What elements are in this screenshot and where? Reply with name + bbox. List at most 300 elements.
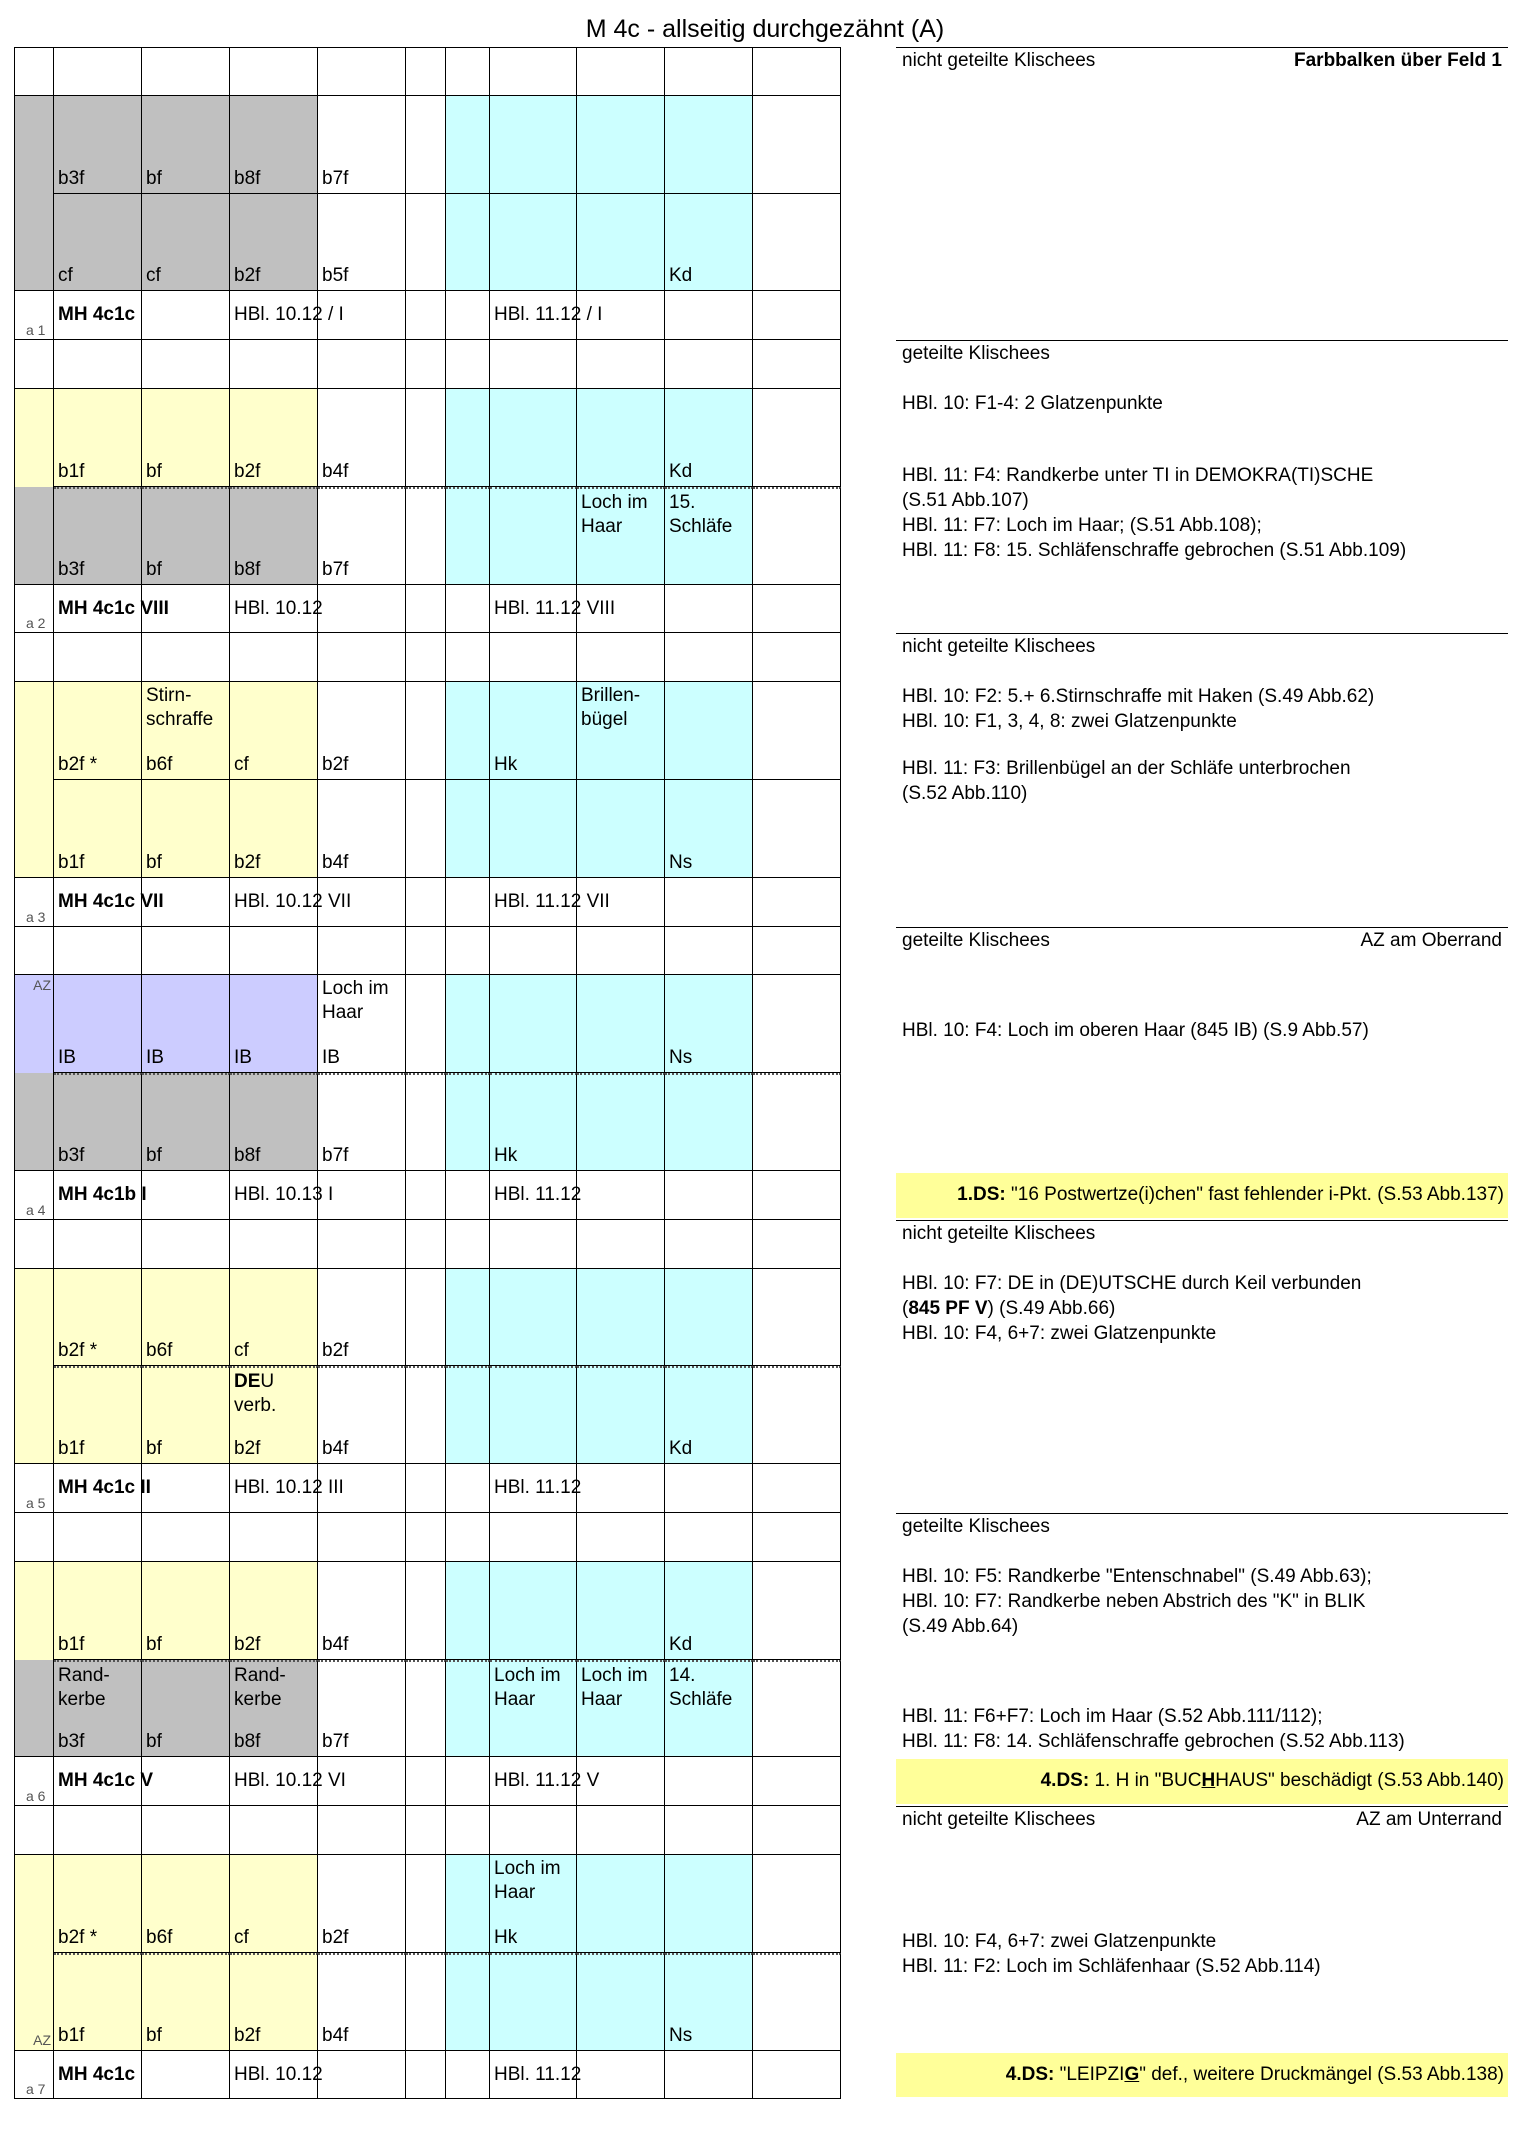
stamp-cell xyxy=(446,1366,490,1464)
stamp-cell xyxy=(230,780,318,878)
hbl10-label: HBl. 10.12 xyxy=(234,597,323,619)
table-cell xyxy=(446,47,490,96)
stamp-cell xyxy=(230,1855,318,1953)
highlight-text: 4.DS: 1. H in "BUCHHAUS" beschädigt (S.53 Abb.140) xyxy=(1040,1770,1504,1792)
table-cell xyxy=(446,633,490,682)
defect-label: Rand- kerbe xyxy=(58,1664,110,1710)
table-cell xyxy=(577,1220,665,1269)
notes-divider xyxy=(896,340,1508,341)
table-cell xyxy=(14,1806,54,1855)
table-cell xyxy=(753,340,841,389)
stamp-cell xyxy=(753,389,841,487)
row-label-cell xyxy=(14,96,54,194)
table-cell xyxy=(230,633,318,682)
stamp-label: bf xyxy=(146,1731,162,1753)
stamp-cell xyxy=(753,1269,841,1367)
stamp-cell xyxy=(490,780,577,878)
table-cell xyxy=(446,340,490,389)
name-row-cell xyxy=(577,2051,665,2100)
stamp-cell xyxy=(318,682,406,780)
row-label-cell xyxy=(14,1073,54,1171)
stamp-cell xyxy=(142,1660,230,1758)
stamp-cell xyxy=(577,1562,665,1660)
stamp-label: b2f xyxy=(234,1438,261,1460)
stamp-cell xyxy=(665,1366,753,1464)
stamp-cell xyxy=(577,1366,665,1464)
stamp-cell xyxy=(230,1953,318,2051)
stamp-cell xyxy=(753,194,841,292)
hbl10-label: HBl. 10.12 VI xyxy=(234,1770,346,1792)
stamp-label: Kd xyxy=(669,1438,693,1460)
stamp-label: b7f xyxy=(322,558,349,580)
stamp-label: bf xyxy=(146,558,162,580)
note-line: (S.51 Abb.107) xyxy=(902,490,1029,512)
stamp-cell xyxy=(142,389,230,487)
name-row-cell xyxy=(753,878,841,927)
table-cell xyxy=(665,927,753,976)
row-label: a 3 xyxy=(26,908,46,925)
name-row-cell xyxy=(577,1464,665,1513)
stamp-label: b2f * xyxy=(58,1340,98,1362)
stamp-cell xyxy=(490,1953,577,2051)
stamp-cell xyxy=(54,1269,142,1367)
name-row-cell xyxy=(446,878,490,927)
stamp-cell xyxy=(446,780,490,878)
stamp-cell xyxy=(577,194,665,292)
name-row-cell xyxy=(142,1171,230,1220)
table-cell xyxy=(318,340,406,389)
row-label-cell xyxy=(14,1953,54,2051)
stamp-cell xyxy=(665,780,753,878)
note-line: HBl. 10: F4, 6+7: zwei Glatzenpunkte xyxy=(902,1322,1217,1344)
stamp-cell xyxy=(318,1660,406,1758)
stamp-label: Kd xyxy=(669,1633,693,1655)
stamp-name: MH 4c1c VIII xyxy=(58,597,169,619)
table-cell xyxy=(753,927,841,976)
stamp-label: b8f xyxy=(234,1731,261,1753)
name-row-cell xyxy=(142,2051,230,2100)
name-row-cell xyxy=(406,1464,446,1513)
table-cell xyxy=(318,1220,406,1269)
table-cell xyxy=(14,1220,54,1269)
name-row-cell xyxy=(446,1171,490,1220)
defect-label: Loch im Haar xyxy=(494,1858,561,1904)
stamp-cell xyxy=(753,96,841,194)
table-cell xyxy=(406,47,446,96)
stamp-cell xyxy=(318,1855,406,1953)
name-row-cell xyxy=(142,1757,230,1806)
hbl11-label: HBl. 11.12 V xyxy=(494,1770,600,1792)
stamp-label: b2f xyxy=(234,1633,261,1655)
hbl11-label: HBl. 11.12 / I xyxy=(494,304,603,326)
note-line: (845 PF V) (S.49 Abb.66) xyxy=(902,1297,1116,1319)
stamp-label: Hk xyxy=(494,754,518,775)
table-cell xyxy=(14,927,54,976)
stamp-label: b2f xyxy=(234,851,261,873)
name-row-cell xyxy=(665,585,753,634)
stamp-cell xyxy=(665,1269,753,1367)
stamp-cell xyxy=(406,194,446,292)
stamp-cell xyxy=(665,194,753,292)
name-row-cell xyxy=(665,1171,753,1220)
defect-label: Loch im Haar xyxy=(581,491,648,537)
table-cell xyxy=(406,1220,446,1269)
table-cell xyxy=(406,1806,446,1855)
name-row-cell xyxy=(446,585,490,634)
defect-highlight xyxy=(896,1173,1508,1218)
stamp-cell xyxy=(318,389,406,487)
notes-divider xyxy=(896,927,1508,928)
table-cell xyxy=(142,1513,230,1562)
row-label-cell xyxy=(14,1855,54,1953)
stamp-label: b2f * xyxy=(58,1926,98,1948)
stamp-cell xyxy=(54,780,142,878)
stamp-label: b2f xyxy=(322,1340,349,1362)
table-cell xyxy=(446,1806,490,1855)
stamp-label: b6f xyxy=(146,1340,173,1362)
stamp-label: b8f xyxy=(234,1144,261,1166)
name-row-cell xyxy=(406,2051,446,2100)
name-row-cell xyxy=(142,291,230,340)
page-title: M 4c - allseitig durchgezähnt (A) xyxy=(585,15,945,43)
stamp-cell xyxy=(142,1366,230,1464)
row-label-cell xyxy=(14,975,54,1073)
defect-label: Loch im Haar xyxy=(581,1664,648,1710)
name-row-cell xyxy=(753,1464,841,1513)
stamp-cell xyxy=(577,1660,665,1758)
stamp-label: b2f xyxy=(234,265,261,287)
highlight-text: 1.DS: "16 Postwertze(i)chen" fast fehlender i-Pkt. (S.53 Abb.137) xyxy=(957,1183,1504,1205)
stamp-label: b4f xyxy=(322,1438,349,1460)
stamp-cell xyxy=(665,1562,753,1660)
stamp-cell xyxy=(577,682,665,780)
row-label-cell xyxy=(14,780,54,878)
stamp-cell xyxy=(54,1953,142,2051)
stamp-label: Ns xyxy=(669,851,693,873)
note-line: HBl. 11: F6+F7: Loch im Haar (S.52 Abb.111/112); xyxy=(902,1706,1323,1727)
stamp-name: MH 4c1c II xyxy=(58,1477,151,1499)
name-row-cell xyxy=(753,2051,841,2100)
note-line: HBl. 11: F8: 15. Schläfenschraffe gebrochen (S.51 Abb.109) xyxy=(902,540,1407,562)
table-cell xyxy=(230,1806,318,1855)
defect-label: DEU verb. xyxy=(234,1371,277,1417)
defect-label: 15. Schläfe xyxy=(669,491,733,537)
defect-label: Brillen- bügel xyxy=(581,685,641,731)
table-cell xyxy=(54,340,142,389)
stamp-cell xyxy=(318,1073,406,1171)
stamp-label: b3f xyxy=(58,167,85,189)
stamp-cell xyxy=(577,975,665,1073)
stamp-cell xyxy=(490,194,577,292)
note-line: HBl. 10: F7: DE in (DE)UTSCHE durch Keil verbunden xyxy=(902,1272,1362,1294)
stamp-cell xyxy=(318,487,406,585)
stamp-label: b1f xyxy=(58,2024,85,2046)
table-cell xyxy=(318,633,406,682)
stamp-cell xyxy=(446,487,490,585)
hbl11-label: HBl. 11.12 VIII xyxy=(494,597,616,619)
table-cell xyxy=(577,927,665,976)
table-cell xyxy=(665,1806,753,1855)
stamp-cell xyxy=(230,96,318,194)
table-cell xyxy=(406,340,446,389)
notes-divider xyxy=(896,1806,1508,1807)
stamp-cell xyxy=(490,96,577,194)
table-cell xyxy=(230,340,318,389)
stamp-cell xyxy=(577,96,665,194)
stamp-label: IB xyxy=(322,1047,340,1069)
stamp-cell xyxy=(318,1366,406,1464)
stamp-cell xyxy=(446,194,490,292)
stamp-cell xyxy=(318,96,406,194)
hbl10-label: HBl. 10.13 I xyxy=(234,1183,334,1205)
stamp-cell xyxy=(753,1855,841,1953)
name-row-cell xyxy=(406,1757,446,1806)
stamp-name: MH 4c1b I xyxy=(58,1183,147,1205)
stamp-label: b1f xyxy=(58,1438,85,1460)
table-cell xyxy=(446,1513,490,1562)
table-cell xyxy=(142,1220,230,1269)
table-cell xyxy=(142,47,230,96)
stamp-label: b5f xyxy=(322,265,349,287)
table-cell xyxy=(142,340,230,389)
defect-label: 14. Schläfe xyxy=(669,1664,733,1710)
row-label: a 2 xyxy=(26,615,46,632)
stamp-cell xyxy=(142,1562,230,1660)
stamp-cell xyxy=(142,975,230,1073)
stamp-label: bf xyxy=(146,167,162,189)
row-label: a 5 xyxy=(26,1495,46,1512)
note-line: nicht geteilte Klischees xyxy=(902,1809,1096,1831)
stamp-cell xyxy=(142,194,230,292)
stamp-label: b7f xyxy=(322,1144,349,1166)
stamp-cell xyxy=(54,1366,142,1464)
stamp-cell xyxy=(142,1855,230,1953)
stamp-cell xyxy=(142,487,230,585)
note-right: Farbbalken über Feld 1 xyxy=(1294,50,1502,71)
stamp-label: Hk xyxy=(494,1144,518,1166)
stamp-cell xyxy=(230,1269,318,1367)
stamp-label: b7f xyxy=(322,167,349,189)
note-line: HBl. 11: F3: Brillenbügel an der Schläfe unterbrochen xyxy=(902,758,1351,780)
stamp-label: b3f xyxy=(58,558,85,580)
stamp-label: b2f * xyxy=(58,754,98,775)
stamp-label: b1f xyxy=(58,460,85,482)
notes-divider xyxy=(896,1513,1508,1514)
stamp-cell xyxy=(665,1855,753,1953)
table-cell xyxy=(406,633,446,682)
stamp-cell xyxy=(753,1953,841,2051)
stamp-cell xyxy=(753,1366,841,1464)
stamp-label: b1f xyxy=(58,1633,85,1655)
table-cell xyxy=(753,1220,841,1269)
row-label-cell xyxy=(14,1269,54,1367)
table-cell xyxy=(14,47,54,96)
defect-highlight xyxy=(896,1759,1508,1804)
stamp-cell xyxy=(54,194,142,292)
table-cell xyxy=(142,927,230,976)
note-line: HBl. 10: F1, 3, 4, 8: zwei Glatzenpunkte xyxy=(902,711,1237,733)
name-row-cell xyxy=(665,1464,753,1513)
row-label-cell xyxy=(14,487,54,585)
row-label: a 6 xyxy=(26,1788,46,1805)
hbl10-label: HBl. 10.12 VII xyxy=(234,890,352,912)
stamp-cell xyxy=(665,682,753,780)
stamp-cell xyxy=(406,1855,446,1953)
stamp-cell xyxy=(665,389,753,487)
stamp-cell xyxy=(54,96,142,194)
table-cell xyxy=(665,1220,753,1269)
table-cell xyxy=(753,47,841,96)
stamp-cell xyxy=(577,1073,665,1171)
stamp-cell xyxy=(446,1073,490,1171)
stamp-label: b1f xyxy=(58,851,85,873)
name-row-cell xyxy=(406,585,446,634)
table-cell xyxy=(54,1806,142,1855)
table-cell xyxy=(753,1806,841,1855)
name-row-cell xyxy=(318,585,406,634)
stamp-cell xyxy=(665,1660,753,1758)
stamp-cell xyxy=(318,194,406,292)
stamp-label: cf xyxy=(146,265,161,287)
stamp-cell xyxy=(753,1073,841,1171)
note-line: nicht geteilte Klischees xyxy=(902,636,1096,658)
table-cell xyxy=(142,1806,230,1855)
stamp-cell xyxy=(577,780,665,878)
stamp-label: b4f xyxy=(322,1633,349,1655)
stamp-cell xyxy=(577,487,665,585)
az-marker: AZ xyxy=(33,977,51,994)
stamp-label: b2f xyxy=(322,754,349,775)
table-cell xyxy=(577,340,665,389)
stamp-cell xyxy=(318,1269,406,1367)
stamp-cell xyxy=(54,1073,142,1171)
stamp-label: cf xyxy=(234,1340,249,1362)
stamp-cell xyxy=(490,389,577,487)
hbl10-label: HBl. 10.12 III xyxy=(234,1477,344,1499)
table-cell xyxy=(665,47,753,96)
stamp-cell xyxy=(577,1953,665,2051)
name-row-cell xyxy=(446,2051,490,2100)
stamp-label: b8f xyxy=(234,558,261,580)
stamp-cell xyxy=(54,682,142,780)
stamp-cell xyxy=(54,487,142,585)
defect-label: Rand- kerbe xyxy=(234,1664,286,1710)
stamp-cell xyxy=(753,780,841,878)
stamp-cell xyxy=(406,1562,446,1660)
note-line: (S.49 Abb.64) xyxy=(902,1616,1019,1637)
notes-divider xyxy=(896,1220,1508,1221)
hbl11-label: HBl. 11.12 xyxy=(494,1477,582,1499)
stamp-cell xyxy=(318,1562,406,1660)
hbl11-label: HBl. 11.12 xyxy=(494,2063,582,2085)
name-row-cell xyxy=(665,1757,753,1806)
stamp-cell xyxy=(142,96,230,194)
highlight-text: 4.DS: "LEIPZIG" def., weitere Druckmängel (S.53 Abb.138) xyxy=(1005,2063,1504,2085)
stamp-cell xyxy=(446,1562,490,1660)
name-row-cell xyxy=(665,291,753,340)
stamp-cell xyxy=(54,975,142,1073)
stamp-label: b2f xyxy=(234,2024,261,2046)
stamp-cell xyxy=(446,975,490,1073)
stamp-label: b4f xyxy=(322,851,349,873)
stamp-cell xyxy=(54,1855,142,1953)
defect-highlight xyxy=(896,2053,1508,2098)
row-label-cell xyxy=(14,1562,54,1660)
stamp-label: Kd xyxy=(669,460,693,482)
stamp-cell xyxy=(406,975,446,1073)
row-label-cell xyxy=(14,1660,54,1758)
table-cell xyxy=(577,633,665,682)
stamp-label: IB xyxy=(58,1047,76,1069)
stamp-cell xyxy=(54,1660,142,1758)
stamp-cell xyxy=(577,1269,665,1367)
name-row-cell xyxy=(142,1464,230,1513)
stamp-cell xyxy=(446,1953,490,2051)
stamp-cell xyxy=(142,780,230,878)
row-label-cell xyxy=(14,194,54,292)
stamp-label: bf xyxy=(146,851,162,873)
stamp-label: bf xyxy=(146,2024,162,2046)
note-line: HBl. 10: F7: Randkerbe neben Abstrich des "K" in BLIK xyxy=(902,1591,1366,1612)
stamp-name: MH 4c1c xyxy=(58,304,136,326)
table-cell xyxy=(54,1220,142,1269)
stamp-cell xyxy=(577,389,665,487)
stamp-label: b7f xyxy=(322,1731,349,1753)
stamp-label: b8f xyxy=(234,167,261,189)
name-row-cell xyxy=(577,1171,665,1220)
defect-label: Loch im Haar xyxy=(322,978,389,1024)
name-row-cell xyxy=(406,291,446,340)
stamp-cell xyxy=(318,780,406,878)
stamp-cell xyxy=(490,1269,577,1367)
note-line: geteilte Klischees xyxy=(902,1516,1050,1537)
stamp-cell xyxy=(406,389,446,487)
stamp-label: b4f xyxy=(322,2024,349,2046)
stamp-cell xyxy=(406,487,446,585)
stamp-cell xyxy=(577,1855,665,1953)
note-line: HBl. 11: F2: Loch im Schläfenhaar (S.52 Abb.114) xyxy=(902,1956,1321,1978)
note-line: HBl. 10: F5: Randkerbe "Entenschnabel" (S.49 Abb.63); xyxy=(902,1566,1372,1587)
row-label: a 7 xyxy=(26,2081,46,2098)
note-line: geteilte Klischees xyxy=(902,929,1050,951)
notes-divider xyxy=(896,47,1508,48)
stamp-cell xyxy=(446,1269,490,1367)
stamp-label: Hk xyxy=(494,1926,518,1948)
table-cell xyxy=(490,340,577,389)
table-cell xyxy=(318,1806,406,1855)
row-label: a 1 xyxy=(26,322,46,339)
name-row-cell xyxy=(753,1757,841,1806)
stamp-cell xyxy=(490,975,577,1073)
table-cell xyxy=(230,1220,318,1269)
stamp-cell xyxy=(230,975,318,1073)
table-cell xyxy=(577,1806,665,1855)
stamp-cell xyxy=(54,1562,142,1660)
table-cell xyxy=(54,633,142,682)
stamp-label: bf xyxy=(146,460,162,482)
stamp-label: b2f xyxy=(322,1926,349,1948)
stamp-cell xyxy=(142,682,230,780)
stamp-cell xyxy=(230,1073,318,1171)
stamp-cell xyxy=(406,1073,446,1171)
stamp-cell xyxy=(490,1073,577,1171)
name-row-cell xyxy=(446,1757,490,1806)
stamp-cell xyxy=(230,389,318,487)
note-line: HBl. 11: F4: Randkerbe unter TI in DEMOKRA(TI)SCHE xyxy=(902,465,1374,487)
stamp-label: b2f xyxy=(234,460,261,482)
stamp-cell xyxy=(230,1660,318,1758)
table-cell xyxy=(753,633,841,682)
